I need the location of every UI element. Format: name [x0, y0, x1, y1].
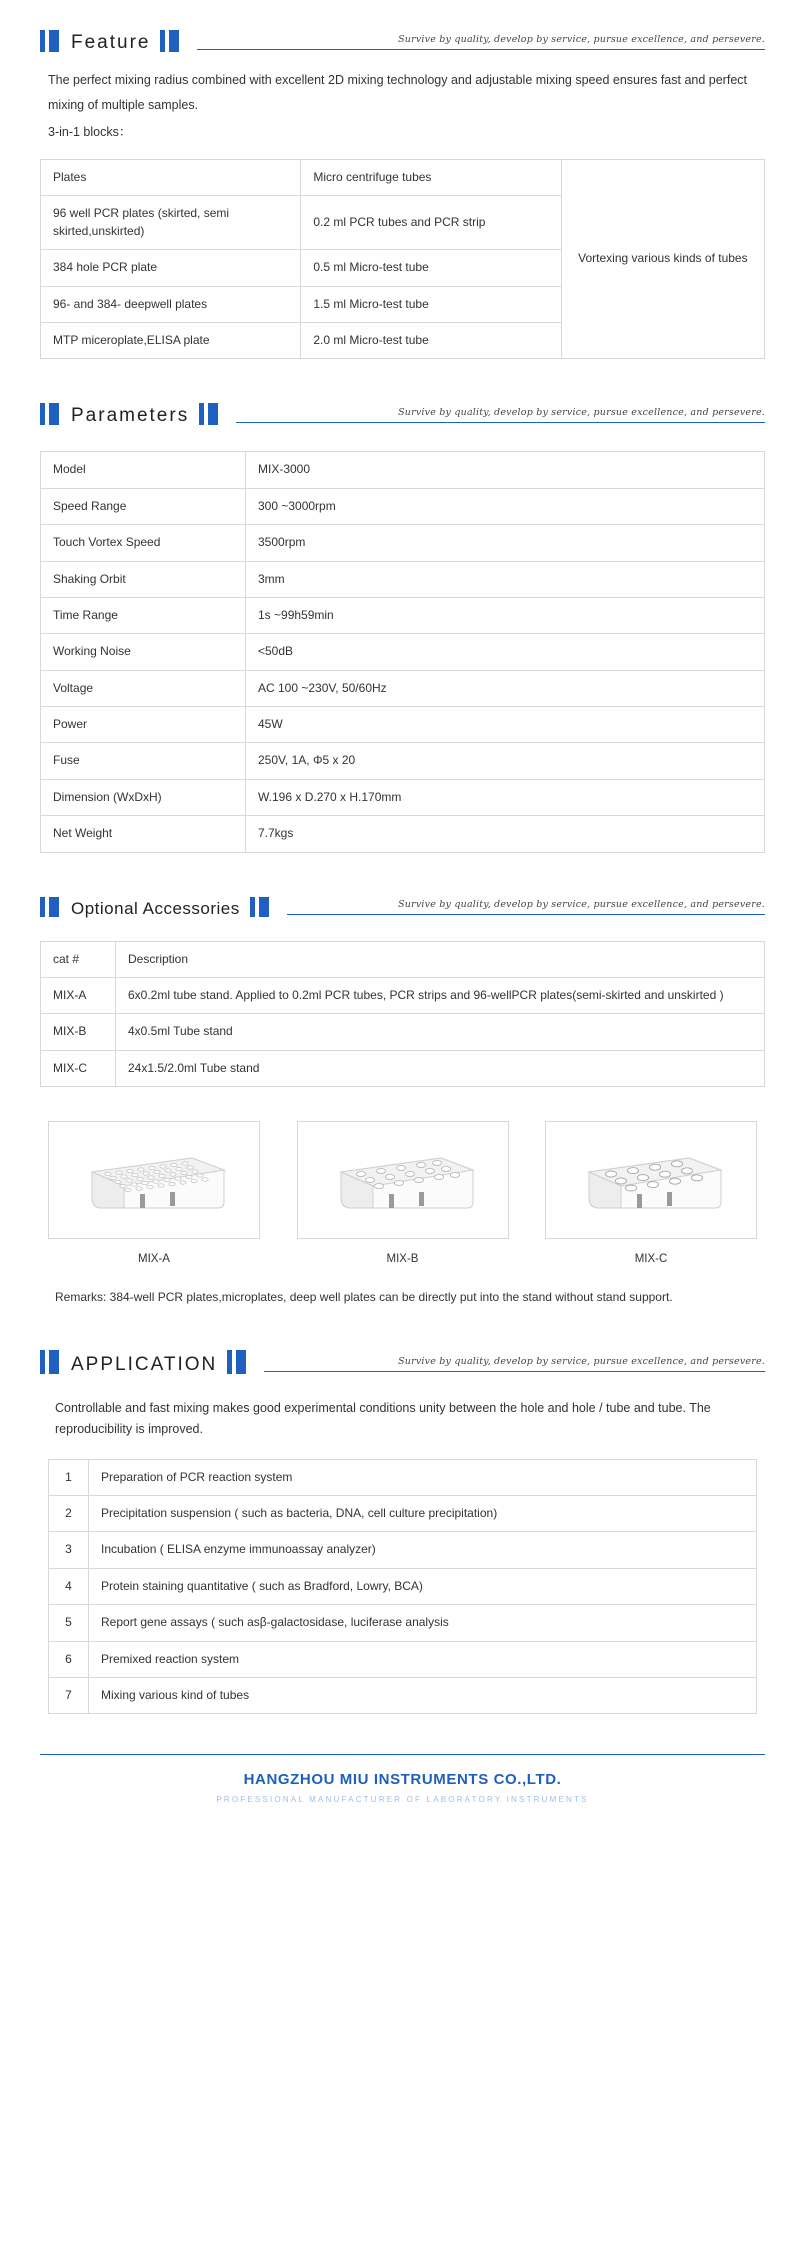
table-row: [41, 779, 765, 815]
table-row: [41, 1014, 765, 1050]
product-image-frame: [48, 1121, 260, 1239]
heading-bars-left: [40, 403, 59, 425]
table-row: [49, 1496, 757, 1532]
product-image-frame: [297, 1121, 509, 1239]
cell: 1s ~99h59min: [246, 597, 765, 633]
product-item-mix-a: [48, 1121, 260, 1265]
product-caption: MIX-A: [138, 1253, 170, 1266]
page-title-parameters: Parameters: [71, 405, 190, 427]
cell: Model: [41, 452, 246, 488]
cell: Premixed reaction system: [89, 1641, 757, 1677]
table-row: [41, 525, 765, 561]
feature-table: [40, 159, 765, 359]
table-row: [41, 488, 765, 524]
cell: W.196 x D.270 x H.170mm: [246, 779, 765, 815]
cell: 45W: [246, 707, 765, 743]
cell: Report gene assays ( such asβ-galactosidase, luciferase analysis: [89, 1605, 757, 1641]
cell: <50dB: [246, 634, 765, 670]
cell: MTP miceroplate,ELISA plate: [41, 322, 301, 358]
heading-bars-right: [160, 30, 179, 52]
table-row: [41, 707, 765, 743]
table-row: [41, 670, 765, 706]
cell: 0.5 ml Micro-test tube: [301, 250, 561, 286]
table-row: [41, 743, 765, 779]
cell: Power: [41, 707, 246, 743]
row-number: 7: [49, 1678, 89, 1714]
section-rule-application: [246, 1356, 765, 1372]
cell: MIX-A: [41, 978, 116, 1014]
heading-bars-right: [199, 403, 218, 425]
footer-subtitle: PROFESSIONAL MANUFACTURER OF LABORATORY INSTRUMENTS: [216, 1795, 589, 1805]
table-row: [49, 1532, 757, 1568]
table-row: [49, 1568, 757, 1604]
cell: Mixing various kind of tubes: [89, 1678, 757, 1714]
feature-paragraph-2: 3-in-1 blocks：: [48, 125, 132, 139]
table-row: [49, 1641, 757, 1677]
cell: Working Noise: [41, 634, 246, 670]
cell: Preparation of PCR reaction system: [89, 1459, 757, 1495]
cell: MIX-C: [41, 1050, 116, 1086]
accessories-table-wrap: [0, 941, 805, 1088]
product-item-mix-c: [545, 1121, 757, 1265]
slogan-accessories: Survive by quality, develop by service, pursue excellence, and persevere.: [398, 898, 765, 910]
cell: Protein staining quantitative ( such as Bradford, Lowry, BCA): [89, 1568, 757, 1604]
table-row: [49, 1678, 757, 1714]
footer-company-name: HANGZHOU MIU INSTRUMENTS CO.,LTD.: [243, 1771, 562, 1789]
parameters-table-wrap: [0, 451, 805, 852]
table-row: [41, 1050, 765, 1086]
application-paragraph: Controllable and fast mixing makes good experimental conditions unity between the hole and hole / tube and tube. The reproducibility is improved.: [55, 1401, 711, 1437]
page-title-feature: Feature: [71, 32, 151, 53]
page-footer: [0, 1754, 805, 1822]
table-row: [41, 816, 765, 852]
cell: 24x1.5/2.0ml Tube stand: [116, 1050, 765, 1086]
cell: 384 hole PCR plate: [41, 250, 301, 286]
cell: Micro centrifuge tubes: [301, 160, 561, 196]
heading-bars-right: [250, 897, 269, 917]
cell: 3mm: [246, 561, 765, 597]
accessories-table: [40, 941, 765, 1088]
footer-divider: [40, 1754, 765, 1755]
column-header-cat: cat #: [41, 941, 116, 977]
cell: Time Range: [41, 597, 246, 633]
cell: 2.0 ml Micro-test tube: [301, 322, 561, 358]
table-row: [41, 597, 765, 633]
row-number: 6: [49, 1641, 89, 1677]
parameters-table: [40, 451, 765, 852]
section-header-parameters: [0, 403, 805, 425]
heading-bars-right: [227, 1350, 246, 1374]
cell: 4x0.5ml Tube stand: [116, 1014, 765, 1050]
slogan-application: Survive by quality, develop by service, pursue excellence, and persevere.: [398, 1356, 765, 1368]
cell: Speed Range: [41, 488, 246, 524]
column-header-description: Description: [116, 941, 765, 977]
table-row: [41, 160, 765, 196]
table-header-row: [41, 941, 765, 977]
table-row: [49, 1605, 757, 1641]
cell: 3500rpm: [246, 525, 765, 561]
section-rule-feature: [179, 34, 765, 50]
cell: Dimension (WxDxH): [41, 779, 246, 815]
cell: Shaking Orbit: [41, 561, 246, 597]
cell: Touch Vortex Speed: [41, 525, 246, 561]
cell: 300 ~3000rpm: [246, 488, 765, 524]
table-row: [41, 634, 765, 670]
row-number: 3: [49, 1532, 89, 1568]
page-title-application: APPLICATION: [71, 1354, 218, 1376]
heading-bars-left: [40, 1350, 59, 1374]
application-table-wrap: [0, 1459, 805, 1715]
heading-bars-left: [40, 30, 59, 52]
cell: MIX-B: [41, 1014, 116, 1050]
row-number: 2: [49, 1496, 89, 1532]
application-table: [48, 1459, 757, 1715]
cell: AC 100 ~230V, 50/60Hz: [246, 670, 765, 706]
section-rule-parameters: [218, 407, 765, 423]
row-number: 1: [49, 1459, 89, 1495]
feature-paragraph-1: The perfect mixing radius combined with excellent 2D mixing technology and adjustable mixing speed ensures fast and perfect mixing of multiple samples.: [48, 73, 747, 112]
row-number: 4: [49, 1568, 89, 1604]
accessories-remarks: Remarks: 384-well PCR plates,microplates, deep well plates can be directly put into the stand without stand support.: [55, 1290, 673, 1305]
cell: 96 well PCR plates (skirted, semi skirted,unskirted): [41, 196, 301, 250]
cell: Incubation ( ELISA enzyme immunoassay analyzer): [89, 1532, 757, 1568]
cell: 0.2 ml PCR tubes and PCR strip: [301, 196, 561, 250]
table-row: [41, 561, 765, 597]
section-rule-accessories: [269, 899, 765, 915]
cell: Voltage: [41, 670, 246, 706]
slogan-feature: Survive by quality, develop by service, pursue excellence, and persevere.: [398, 34, 765, 45]
cell: 96- and 384- deepwell plates: [41, 286, 301, 322]
cell: Net Weight: [41, 816, 246, 852]
product-caption: MIX-C: [634, 1253, 668, 1266]
tube-stand-medium-icon: [323, 1132, 483, 1228]
cell: Precipitation suspension ( such as bacteria, DNA, cell culture precipitation): [89, 1496, 757, 1532]
cell: MIX-3000: [246, 452, 765, 488]
tube-stand-dense-icon: [74, 1132, 234, 1228]
accessory-images-row: [0, 1121, 805, 1265]
heading-bars-left: [40, 897, 59, 917]
datasheet-page: [0, 30, 805, 1822]
product-caption: MIX-B: [386, 1253, 419, 1266]
table-row: [41, 978, 765, 1014]
page-title-accessories: Optional Accessories: [71, 898, 240, 918]
cell: Plates: [41, 160, 301, 196]
tube-stand-large-icon: [571, 1132, 731, 1228]
product-item-mix-b: [297, 1121, 509, 1265]
cell: 1.5 ml Micro-test tube: [301, 286, 561, 322]
cell: 6x0.2ml tube stand. Applied to 0.2ml PCR tubes, PCR strips and 96-wellPCR plates(semi-skirted and unskirted ): [116, 978, 765, 1014]
cell-merged-vortexing: Vortexing various kinds of tubes: [561, 160, 764, 359]
section-header-feature: [0, 30, 805, 52]
table-row: [41, 452, 765, 488]
table-row: [49, 1459, 757, 1495]
section-header-accessories: [0, 897, 805, 917]
product-image-frame: [545, 1121, 757, 1239]
cell: 7.7kgs: [246, 816, 765, 852]
cell: 250V, 1A, Φ5 x 20: [246, 743, 765, 779]
section-header-application: [0, 1350, 805, 1374]
cell: Fuse: [41, 743, 246, 779]
feature-table-wrap: [0, 159, 805, 359]
row-number: 5: [49, 1605, 89, 1641]
slogan-parameters: Survive by quality, develop by service, pursue excellence, and persevere.: [398, 407, 765, 419]
